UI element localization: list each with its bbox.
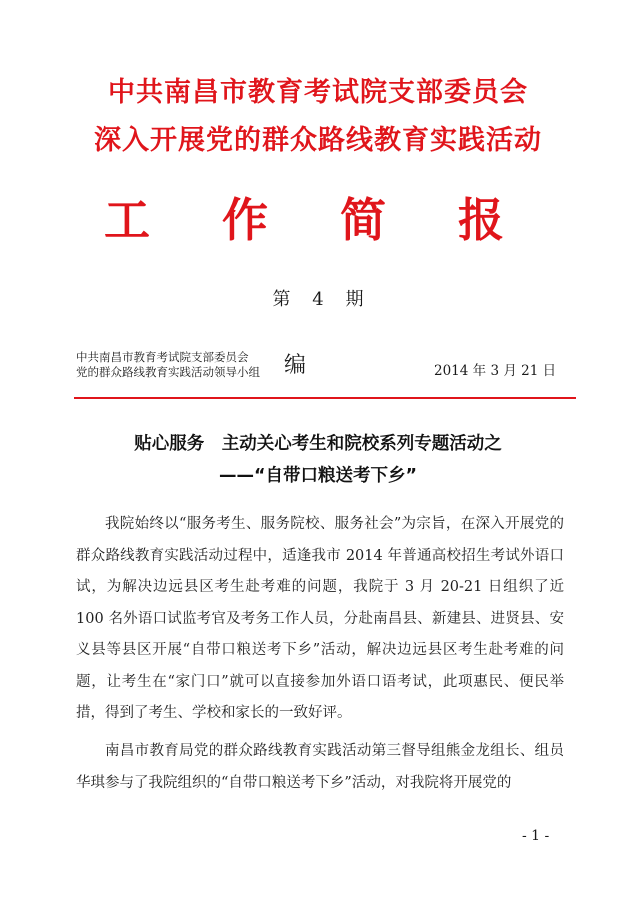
editor-mark: 编 xyxy=(284,353,307,378)
campaign-title: 深入开展党的群众路线教育实践活动 xyxy=(94,125,542,156)
header-divider xyxy=(74,397,576,399)
issue-number-line xyxy=(0,285,636,311)
article-title-line-2: ——“自带口粮送考下乡” xyxy=(218,466,417,486)
article-paragraph-1: 我院始终以“服务考生、服务院校、服务社会”为宗旨，在深入开展党的群众路线教育实践活动过程中，适逢我市 2014 年普通高校招生考试外语口试，为解决边远县区考生赴考难的问题，我院于 3 月 20-21 日组织了近 100 名外语口试监考官及考务工作人员，分赴南昌县、新建县、进贤县、安义县等县区开展“自带口粮送考下乡”活动，解决边远县区考生赴考难的问题，让考生在“家门口”就可以直接参加外语口语考试，此项惠民、便民举措，得到了考生、学校和家长的一致好评。 xyxy=(76,516,564,721)
page-number: - 1 - xyxy=(522,828,550,844)
org-title: 中共南昌市教育考试院支部委员会 xyxy=(108,77,528,108)
article-title-line-1: 贴心服务 主动关心考生和院校系列专题活动之 xyxy=(134,434,502,454)
issue-prefix: 第 xyxy=(272,289,291,310)
issue-number: 4 xyxy=(312,289,324,310)
editor-line-1: 中共南昌市教育考试院支部委员会 xyxy=(76,350,249,364)
article-paragraph-2: 南昌市教育局党的群众路线教育实践活动第三督导组熊金龙组长、组员华琪参与了我院组织的“自带口粮送考下乡”活动，对我院将开展党的 xyxy=(76,743,564,791)
issue-suffix: 期 xyxy=(345,289,364,310)
issue-date: 2014 年 3 月 21 日 xyxy=(434,363,557,379)
bulletin-title: 工 作 简 报 xyxy=(103,193,533,247)
editor-line-2: 党的群众路线教育实践活动领导小组 xyxy=(76,365,260,379)
editor-organization xyxy=(76,350,260,380)
